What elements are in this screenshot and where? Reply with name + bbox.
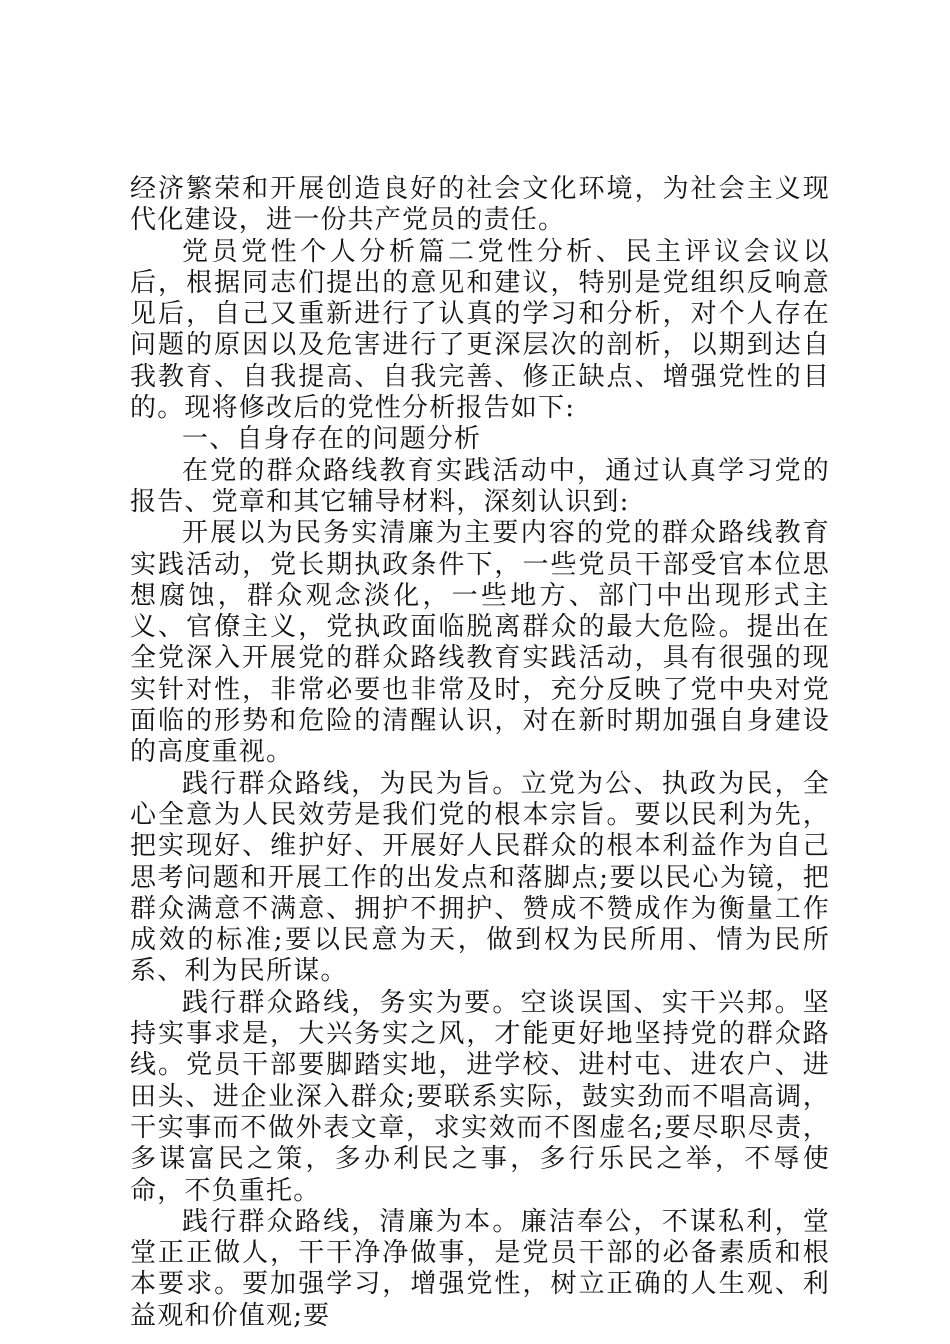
paragraph-intro: 党员党性个人分析篇二党性分析、民主评议会议以后，根据同志们提出的意见和建议，特别是党组织反响意见后，自己又重新进行了认真的学习和分析，对个人存在问题的原因以及危害进行了更深层次的剖析，以期到达自我教育、自我提高、自我完善、修正缺点、增强党性的目的。现将修改后的党性分析报告如下: (130, 236, 830, 424)
paragraph: 践行群众路线，为民为旨。立党为公、执政为民，全心全意为人民效劳是我们党的根本宗旨。要以民利为先，把实现好、维护好、开展好人民群众的根本利益作为自己思考问题和开展工作的出发点和落脚点;要以民心为镜，把群众满意不满意、拥护不拥护、赞成不赞成作为衡量工作成效的标准;要以民意为天，做到权为民所用、情为民所系、利为民所谋。 (130, 768, 830, 987)
paragraph: 践行群众路线，务实为要。空谈误国、实干兴邦。坚持实事求是，大兴务实之风，才能更好地坚持党的群众路线。党员干部要脚踏实地，进学校、进村屯、进农户、进田头、进企业深入群众;要联系实际，鼓实劲而不唱高调，干实事而不做外表文章，求实效而不图虚名;要尽职尽责，多谋富民之策，多办利民之事，多行乐民之举，不辱使命，不负重托。 (130, 987, 830, 1206)
paragraph: 在党的群众路线教育实践活动中，通过认真学习党的报告、党章和其它辅导材料，深刻认识到: (130, 455, 830, 517)
paragraph-continuation: 经济繁荣和开展创造良好的社会文化环境，为社会主义现代化建设，进一份共产党员的责任。 (130, 174, 830, 236)
paragraph: 开展以为民务实清廉为主要内容的党的群众路线教育实践活动，党长期执政条件下，一些党员干部受官本位思想腐蚀，群众观念淡化，一些地方、部门中出现形式主义、官僚主义，党执政面临脱离群众的最大危险。提出在全党深入开展党的群众路线教育实践活动，具有很强的现实针对性，非常必要也非常及时，充分反映了党中央对党面临的形势和危险的清醒认识，对在新时期加强自身建设的高度重视。 (130, 518, 830, 768)
document-body (130, 174, 830, 1332)
paragraph: 践行群众路线，清廉为本。廉洁奉公，不谋私利，堂堂正正做人，干干净净做事，是党员干部的必备素质和根本要求。要加强学习，增强党性，树立正确的人生观、利益观和价值观;要 (130, 1206, 830, 1331)
section-heading: 一、自身存在的问题分析 (182, 424, 482, 455)
